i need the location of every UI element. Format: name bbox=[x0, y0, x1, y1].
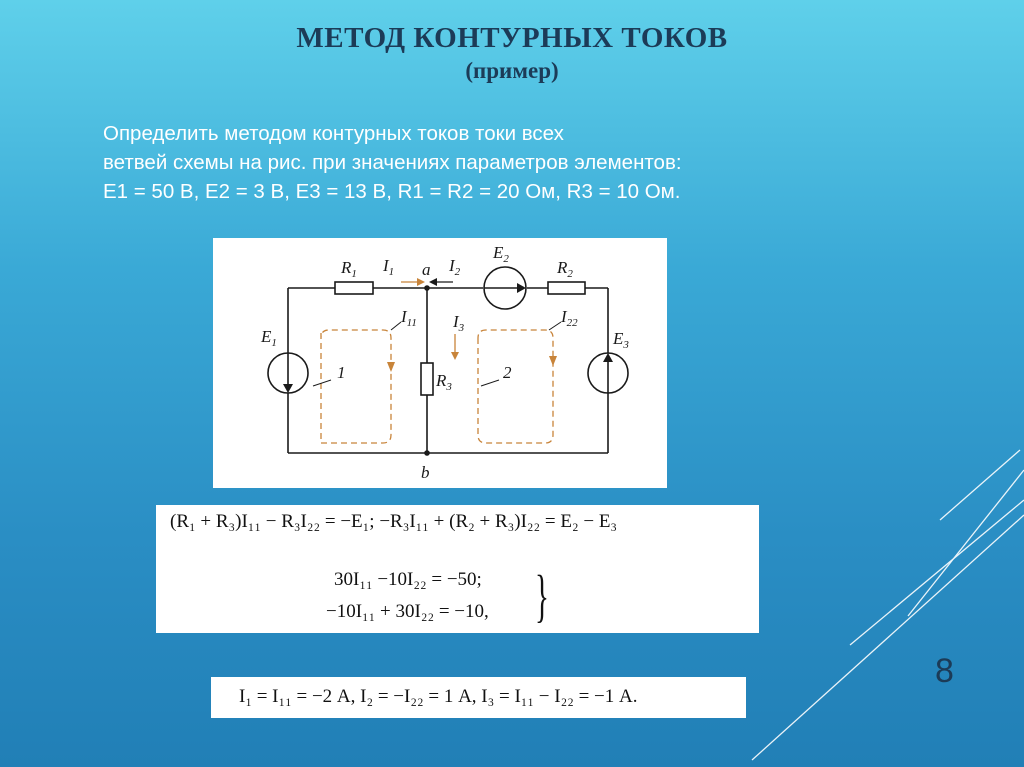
label-loop-2: 2 bbox=[503, 363, 512, 382]
circuit-diagram bbox=[213, 238, 667, 488]
source-e1 bbox=[268, 353, 308, 393]
loop-1-path bbox=[321, 330, 395, 443]
label-i1: $I_1$ bbox=[383, 256, 395, 278]
current-i2-arrow bbox=[429, 278, 453, 286]
node-a bbox=[424, 285, 430, 291]
node-b bbox=[424, 450, 430, 456]
task-line-3: Е1 = 50 В, Е2 = 3 В, Е3 = 13 В, R1 = R2 = 20 Ом, R3 = 10 Ом. bbox=[103, 180, 681, 203]
resistor-r2 bbox=[548, 282, 585, 294]
label-i11: $I_{11}$ bbox=[401, 307, 417, 329]
equation-line-3: −10I₁₁ + 30I₂₂ = −10, bbox=[326, 601, 489, 622]
label-node-b: b bbox=[421, 463, 430, 482]
label-e2: $E_2$ bbox=[493, 243, 509, 265]
resistor-r1 bbox=[335, 282, 373, 294]
slide-title: МЕТОД КОНТУРНЫХ ТОКОВ bbox=[296, 22, 728, 54]
label-e1: $E_1$ bbox=[261, 327, 277, 349]
task-line-1: Определить методом контурных токов токи всех bbox=[103, 122, 564, 145]
label-i3: $I_3$ bbox=[453, 312, 465, 334]
result-panel bbox=[211, 677, 746, 718]
equation-line-2: 30I₁₁ −10I₂₂ = −50; bbox=[334, 569, 482, 590]
label-r2: $R_2$ bbox=[557, 258, 573, 280]
source-e2 bbox=[484, 267, 526, 309]
label-i22: $I_{22}$ bbox=[561, 307, 578, 329]
system-brace: } bbox=[534, 563, 549, 628]
result-line: I₁ = I₁₁ = −2 А, I₂ = −I₂₂ = 1 А, I₃ = I₁₁ − I₂₂ = −1 А. bbox=[239, 686, 638, 707]
resistor-r3 bbox=[421, 363, 433, 395]
decorative-lines bbox=[740, 430, 1024, 767]
label-loop-1: 1 bbox=[337, 363, 346, 382]
equation-line-1: (R₁ + R₃)I₁₁ − R₃I₂₂ = −E₁; −R₃I₁₁ + (R₂ + R₃)I₂₂ = E₂ − E₃ bbox=[170, 511, 618, 532]
label-node-a: a bbox=[422, 260, 431, 279]
label-e3: $E_3$ bbox=[613, 329, 629, 351]
label-i2: $I_2$ bbox=[449, 256, 461, 278]
loop-2-path bbox=[478, 330, 557, 443]
source-e3 bbox=[588, 353, 628, 393]
page-number: 8 bbox=[935, 652, 954, 690]
label-r1: $R_1$ bbox=[341, 258, 357, 280]
label-r3: $R_3$ bbox=[436, 371, 452, 393]
circuit-svg bbox=[213, 238, 667, 488]
current-i3-arrow bbox=[451, 334, 459, 360]
equations-panel bbox=[156, 505, 759, 633]
current-i1-arrow bbox=[401, 278, 425, 286]
slide-subtitle: (пример) bbox=[465, 58, 559, 83]
task-text bbox=[103, 119, 933, 206]
task-line-2: ветвей схемы на рис. при значениях параметров элементов: bbox=[103, 151, 682, 174]
